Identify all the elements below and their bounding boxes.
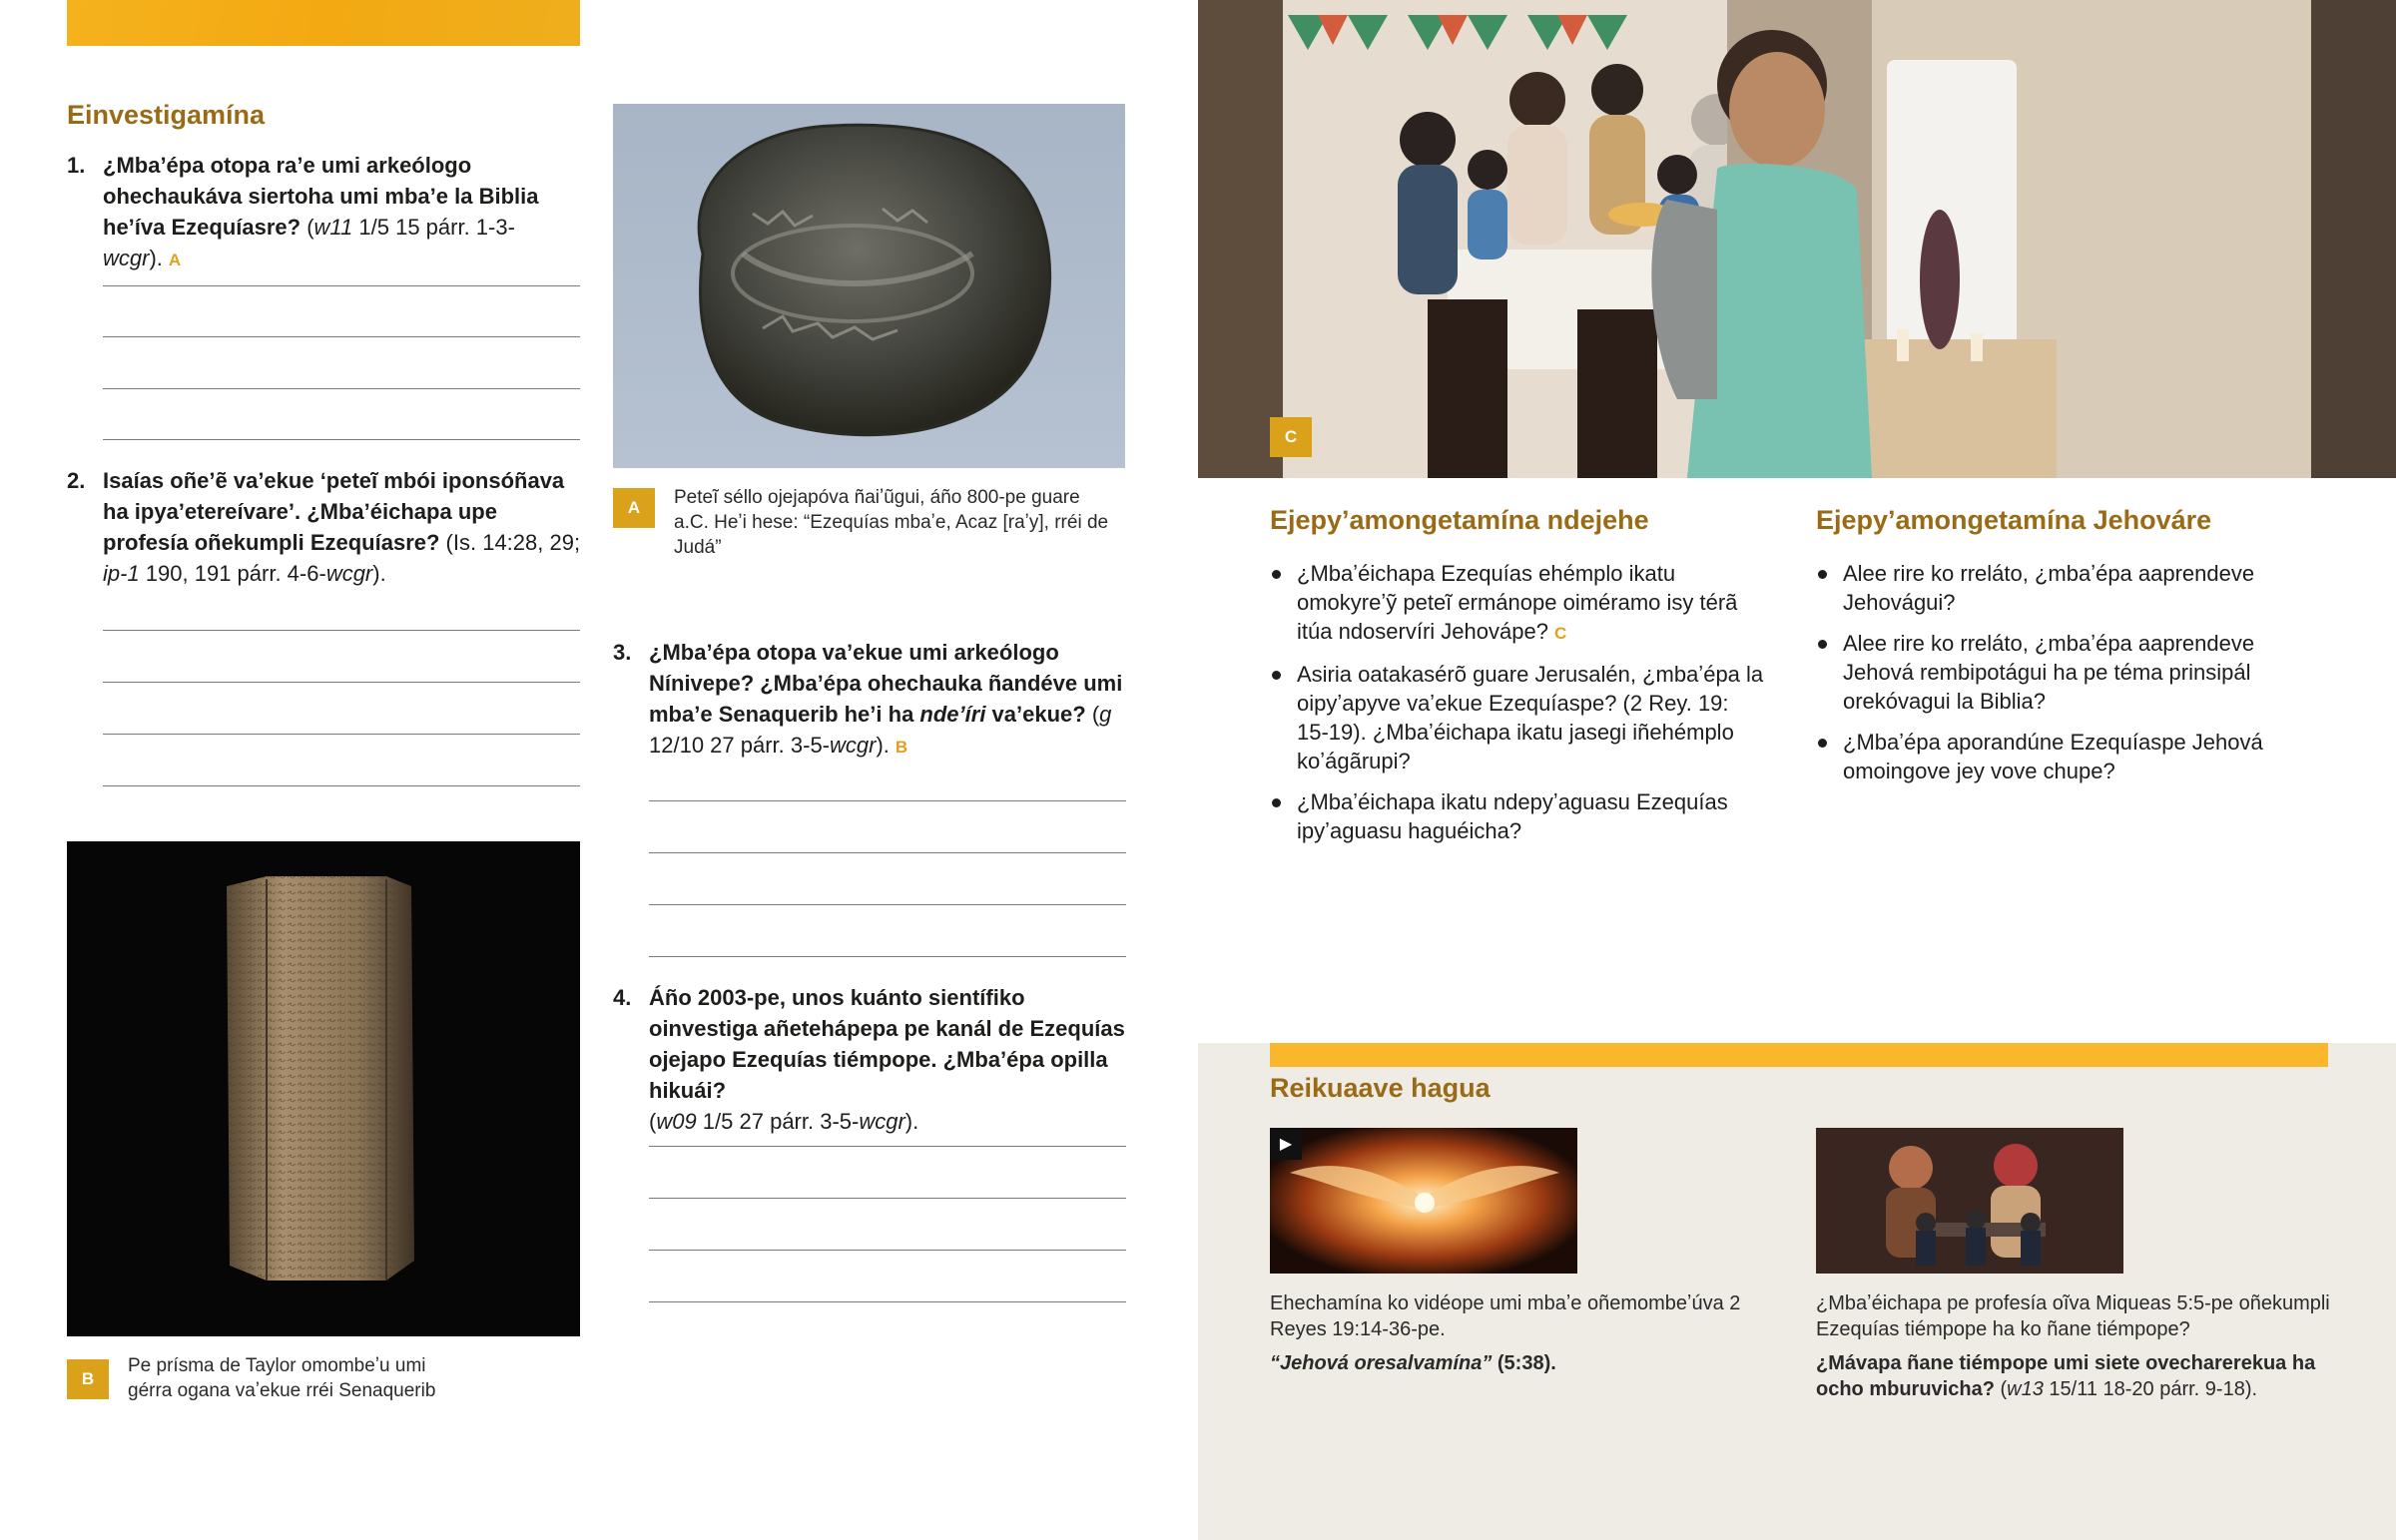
- answer-line: [649, 852, 1126, 853]
- decorative-top-band: [67, 0, 580, 46]
- question-number: 1.: [67, 153, 86, 178]
- title-meditate-yourself: Ejepyʼamongetamína ndejehe: [1270, 505, 1649, 535]
- question-4: [613, 982, 1127, 1137]
- answer-line: [103, 388, 580, 389]
- section-title-einvestigamina: Einvestigamína: [67, 100, 266, 130]
- question-reference: (w09 1/5 27 párr. 3-5-wcgr).: [649, 1109, 919, 1134]
- question-text: Isaías oñeʼẽ vaʼekue ʻpeteĩ mbói iponsóñava ha ipyaʼetereívareʼ. ¿Mbaʼéichapa upe profesía oñekumpli Ezequíasre?: [103, 468, 565, 555]
- question-reference: (Is. 14:28, 29; ip-1 190, 191 párr. 4-6-wcgr).: [103, 530, 581, 586]
- caption-seal: Peteĩ séllo ojejapóva ñaiʼũgui, áño 800-pe guare a.C. Heʼi hese: “Ezequías mbaʼe, Acaz [raʼy], rréi de Judá”: [674, 487, 1109, 558]
- answer-line: [649, 1146, 1126, 1147]
- answer-line: [103, 734, 580, 735]
- meditate-yourself-list: [1270, 559, 1764, 857]
- picture-tag-a-box: A: [613, 488, 655, 528]
- clay-seal-image: [613, 104, 1125, 468]
- question-reference: (w11 1/5 15 párr. 1-3-wcgr).: [103, 215, 515, 270]
- list-item: Alee rire ko rreláto, ¿mbaʼépa aaprendeve Jehovágui?: [1816, 559, 2315, 617]
- answer-line: [103, 630, 580, 631]
- picture-tag-c-box: C: [1270, 417, 1312, 457]
- answer-line: [649, 1250, 1126, 1251]
- article-caption: [1816, 1290, 2335, 1402]
- list-item: ¿Mbaʼépa aporandúne Ezequíaspe Jehová omoingove jey vove chupe?: [1816, 728, 2315, 785]
- picture-tag-b-box: B: [67, 1359, 109, 1399]
- taylor-prism-image: [67, 841, 580, 1336]
- answer-line: [103, 285, 580, 286]
- list-item: Alee rire ko rreláto, ¿mbaʼépa aaprendeve Jehová rembipotágui ha pe téma prinsipál orekóvagui la Biblia?: [1816, 629, 2315, 716]
- answer-line: [649, 1301, 1126, 1302]
- answer-line: [103, 336, 580, 337]
- caption-prism: Pe prísma de Taylor omombeʼu umi gérra ogana vaʼekue rréi Senaquerib: [128, 1355, 436, 1401]
- video-caption: [1270, 1290, 1799, 1376]
- video-title: “Jehová oresalvamína” (5:38).: [1270, 1352, 1556, 1374]
- picture-tag-c: C: [1553, 624, 1567, 643]
- meditate-jehovah-list: [1816, 559, 2315, 797]
- video-thumbnail[interactable]: [1270, 1128, 1577, 1274]
- play-icon[interactable]: ▶: [1270, 1128, 1302, 1160]
- question-reference: (g 12/10 27 párr. 3-5-wcgr).: [649, 702, 1112, 758]
- question-text: Áño 2003-pe, unos kuánto sientífiko oinvestiga añetehápepa pe kanál de Ezequías ojejapo Ezequías tiémpope. ¿Mbaʼépa opilla hikuái?: [649, 985, 1125, 1103]
- picture-tag-a: A: [168, 251, 182, 269]
- answer-line: [103, 439, 580, 440]
- article-description: ¿Mbaʼéichapa pe profesía oĩva Miqueas 5:5-pe oñekumpli Ezequías tiémpope ha ko ñane tiémpope?: [1816, 1292, 2330, 1340]
- answer-line: [103, 682, 580, 683]
- list-item: ¿Mbaʼéichapa ikatu ndepyʼaguasu Ezequías ipyʼaguasu haguéicha?: [1270, 787, 1764, 845]
- answer-line: [649, 956, 1126, 957]
- answer-line: [649, 800, 1126, 801]
- picture-tag-b: B: [895, 738, 908, 757]
- article-thumbnail[interactable]: [1816, 1128, 2123, 1274]
- question-number: 2.: [67, 468, 86, 493]
- answer-line: [649, 1198, 1126, 1199]
- question-number: 3.: [613, 640, 632, 665]
- family-scene-photo: [1198, 0, 2396, 478]
- answer-line: [103, 785, 580, 786]
- learn-more-bar: [1270, 1043, 2328, 1067]
- question-3: 3. ¿Mbaʼépa otopa vaʼekue umi arkeólogo Nínivepe? ¿Mbaʼépa ohechauka ñandéve umi mbaʼe Senaquerib heʼi ha ndeʼíri vaʼekue? (g 12/10 27 párr. 3-5-wcgr). B: [613, 637, 1127, 763]
- list-item: Asiria oatakasérõ guare Jerusalén, ¿mbaʼépa la oipyʼapyve vaʼekue Ezequíaspe? (2 Rey. 19: 15-19). ¿Mbaʼéichapa ikatu jasegi iñehémplo koʼágãrupi?: [1270, 660, 1764, 775]
- learn-more-title: Reikuaave hagua: [1270, 1073, 1491, 1103]
- question-2: [67, 465, 581, 589]
- question-1: [67, 150, 581, 275]
- title-meditate-jehovah: Ejepyʼamongetamína Jehováre: [1816, 505, 2212, 535]
- answer-line: [649, 904, 1126, 905]
- list-item: ¿Mbaʼéichapa Ezequías ehémplo ikatu omokyreʼỹ peteĩ ermánope oiméramo isy térã itúa ndoservíri Jehovápe? C: [1270, 559, 1764, 648]
- video-description: Ehechamína ko vidéope umi mbaʼe oñemombeʼúva 2 Reyes 19:14-36-pe.: [1270, 1292, 1741, 1340]
- question-number: 4.: [613, 985, 632, 1010]
- question-text: ¿Mbaʼépa otopa raʼe umi arkeólogo ohechaukáva siertoha umi mbaʼe la Biblia heʼíva Ezequíasre?: [103, 153, 539, 240]
- article-question: ¿Mávapa ñane tiémpope umi siete ovecharerekua ha ocho mburuvicha? (w13 15/11 18-20 párr. 9-18).: [1816, 1352, 2316, 1400]
